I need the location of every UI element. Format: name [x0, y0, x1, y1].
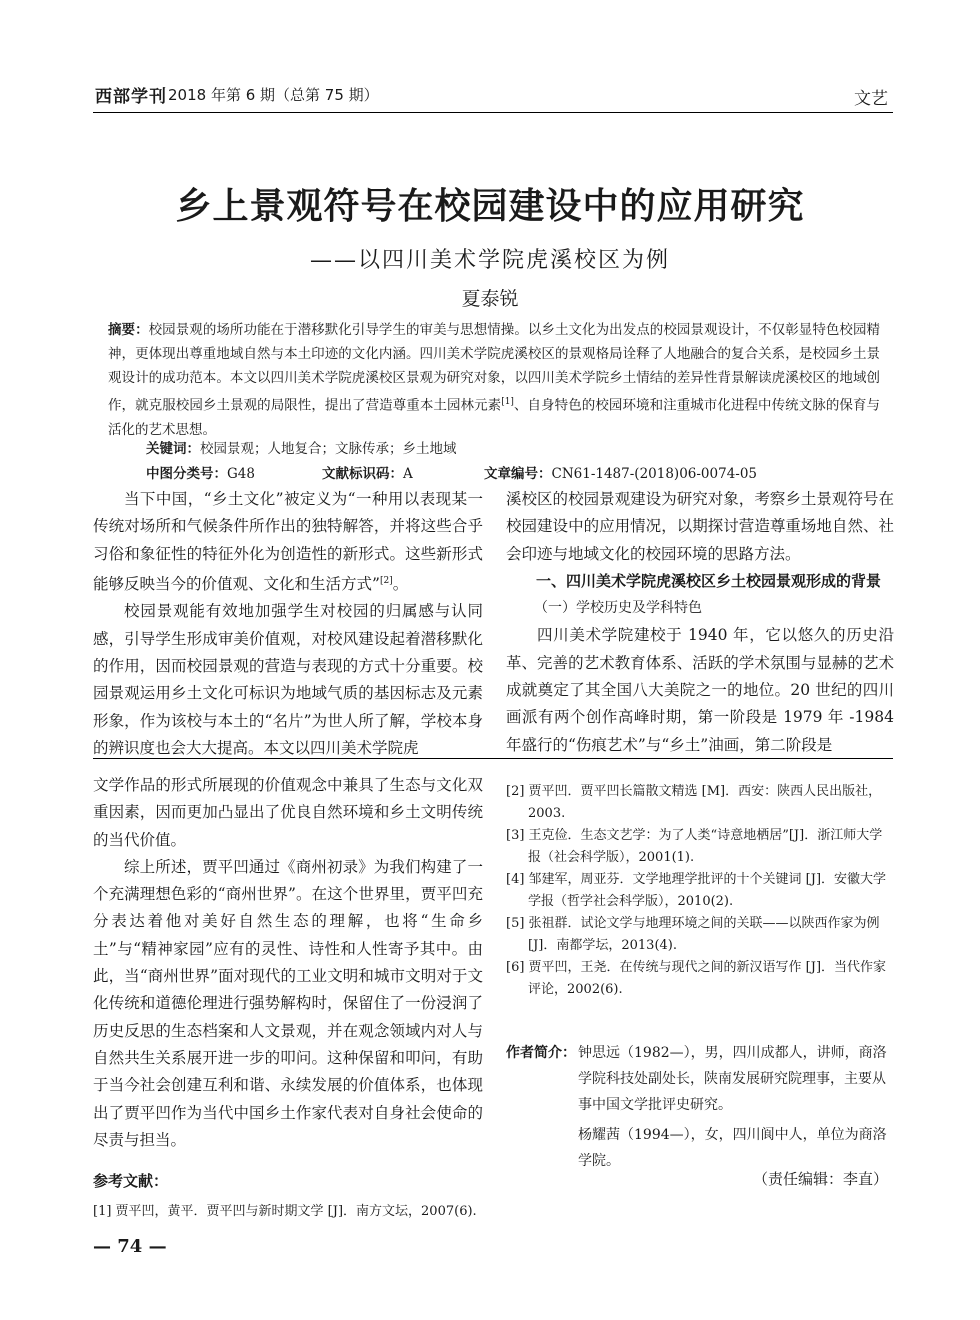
reference-item: [2] 贾平凹．贾平凹长篇散文精选 [M]．西安：陕西人民出版社，2003. [506, 784, 882, 821]
citation-ref: [2] [379, 575, 393, 586]
article-subtitle: ——以四川美术学院虎溪校区为例 [309, 248, 670, 273]
responsible-editor: （责任编辑：李直） [752, 1170, 888, 1188]
author-name: 夏泰锐 [461, 288, 519, 310]
article-title: 乡上景观符号在校园建设中的应用研究 [175, 185, 805, 227]
reference-item: [6] 贾平凹，王尧．在传统与现代之间的新汉语写作 [J]．当代作家评论，2002(6). [506, 960, 887, 997]
clc-number [146, 462, 255, 482]
paragraph-text-end: 。 [392, 575, 409, 594]
body-left-column [93, 486, 483, 762]
author-bio-2: 杨耀茜（1994—），女，四川阆中人，单位为商洛学院。 [578, 1127, 887, 1169]
body-paragraph: 校园景观能有效地加强学生对校园的归属感与认同感，引导学生形成审美价值观，对校风建设起着潜移默化的作用，因而校园景观的营造与表现的方式十分重要。校园景观运用乡土文化可标识为地域气质的基因标志及元素形象，作为该校与本土的“名片”为世人所了解，学校本身的辨识度也会大大提高。本文以四川美术学院虎 [93, 602, 483, 757]
paragraph-text: 当下中国，“乡土文化”被定义为“一种用以表现某一传统对场所和气候条件所作出的独特解答，并将这些合乎习俗和象征性的特征外化为创造性的新形式。这些新形式能够反映当今的价值观、文化和生活方式” [93, 490, 483, 594]
article-number [484, 462, 757, 482]
abstract-text-end: 、自身特色的校园环境和注重城市化进程中传统文脉的保育与活化的艺术思想。 [108, 397, 881, 438]
reference-item: [3] 王克俭．生态文艺学：为了人类“诗意地栖居”[J]．浙江师大学报（社会科学版），2001(1). [506, 828, 883, 865]
page-number: — 74 — [93, 1236, 167, 1257]
section-label: 文艺 [854, 89, 888, 109]
header-rule [93, 112, 893, 113]
abstract [108, 318, 880, 442]
references-heading: 参考文献： [93, 1172, 169, 1190]
lower-left-column [93, 772, 483, 1154]
keywords-text: 校园景观；人地复合；文脉传承；乡土地域 [200, 441, 457, 457]
journal-name: 西部学刊 [95, 87, 167, 107]
abstract-label: 摘要： [108, 322, 149, 338]
subsection-heading: （一）学校历史及学科特色 [534, 600, 702, 617]
doc-label: 文献标识码： [322, 466, 403, 482]
author-bio-1: 钟思远（1982—），男，四川成都人，讲师，商洛学院科技处副处长，陕南发展研究院理事，主要从事中国文学批评史研究。 [578, 1045, 887, 1113]
reference-item: [5] 张祖群．试论文学与地理环境之间的关联——以陕西作家为例 [J]．南都学坛，2013(4). [506, 916, 880, 953]
body-paragraph [93, 486, 483, 598]
references-list [506, 781, 894, 1001]
section-heading: 一、四川美术学院虎溪校区乡土校园景观形成的背景 [536, 571, 882, 590]
article-divider [93, 758, 893, 759]
article-label: 文章编号： [484, 466, 552, 482]
body-paragraph: 溪校区的校园景观建设为研究对象，考察乡土景观符号在校园建设中的应用情况，以期探讨营造尊重场地自然、社会印迹与地域文化的校园环境的思路方法。 [506, 490, 894, 563]
author-bio-label: 作者简介： [506, 1045, 576, 1061]
reference-item: [1] 贾平凹，黄平．贾平凹与新时期文学 [J]．南方文坛，2007(6). [93, 1204, 477, 1219]
clc-label: 中图分类号： [146, 466, 227, 482]
keywords-label: 关键词： [146, 441, 200, 457]
abstract-text: 校园景观的场所功能在于潜移默化引导学生的审美与思想情操。以乡土文化为出发点的校园景观设计，不仅彰显特色校园精神，更体现出尊重地域自然与本土印迹的文化内涵。四川美术学院虎溪校区的景观格局诠释了人地融合的复合关系，是校园乡土景观设计的成功范本。本文以四川美术学院虎溪校区景观为研究对象，以四川美术学院乡土情结的差异性背景解读虎溪校区的地域创作，就克服校园乡土景观的局限性，提出了营造尊重本土园林元素 [108, 322, 881, 414]
body-paragraph: 文学作品的形式所展现的价值观念中兼具了生态与文化双重因素，因而更加凸显出了优良自然环境和乡土文明传统的当代价值。 [93, 776, 483, 849]
article-value: CN61-1487-(2018)06-0074-05 [551, 466, 758, 482]
body-paragraph: 综上所述，贾平凹通过《商州初录》为我们构建了一个充满理想色彩的“商州世界”。在这个世界里，贾平凹充分表达着他对美好自然生态的理解，也将“生命乡土”与“精神家园”应有的灵性、诗性和人性寄予其中。由此，当“商州世界”面对现代的工业文明和城市文明对于文化传统和道德伦理进行强势解构时，保留住了一份浸润了历史反思的生态档案和人文景观，并在观念领域内对人与自然共生关系展开进一步的叩问。这种保留和叩问，有助于当今社会创建互利和谐、永续发展的价值体系，也体现出了贾平凹作为当代中国乡土作家代表对自身社会使命的尽责与担当。 [93, 857, 483, 1149]
doc-code [322, 462, 413, 482]
body-paragraph: 四川美术学院建校于 1940 年，它以悠久的历史沿革、完善的艺术教育体系、活跃的学术氛围与显赫的艺术成就奠定了其全国八大美院之一的地位。20 世纪的四川画派有两个创作高峰时期，第一阶段是 1979 年 -1984 年盛行的“伤痕艺术”与“乡土”油画，第二阶段是 [506, 626, 894, 754]
doc-value: A [403, 466, 413, 482]
body-right-column [506, 486, 894, 759]
abstract-ref: [1] [501, 397, 514, 407]
journal-issue: 2018 年第 6 期（总第 75 期） [168, 86, 379, 104]
reference-item: [4] 邹建军，周亚芬．文学地理学批评的十个关键词 [J]．安徽大学学报（哲学社会科学版），2010(2). [506, 872, 887, 909]
keywords [146, 437, 457, 457]
clc-value: G48 [227, 466, 255, 482]
author-bio [506, 1040, 894, 1174]
